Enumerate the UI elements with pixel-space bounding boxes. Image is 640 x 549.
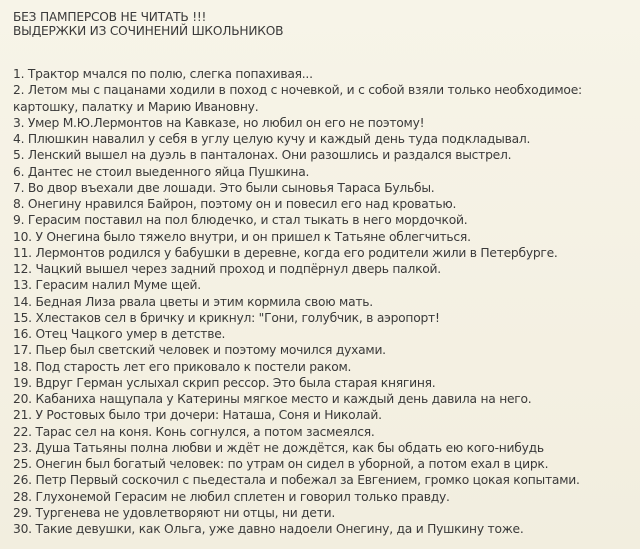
list-item: 22. Тарас сел на коня. Конь согнулся, а потом засмеялся. <box>13 424 375 439</box>
list-item: 21. У Ростовых было три дочери: Наташа, Соня и Николай. <box>13 408 382 423</box>
list-item: 13. Герасим налил Муме щей. <box>13 278 201 293</box>
list-item: 5. Ленский вышел на дуэль в панталонах. Они разошлись и раздался выстрел. <box>13 148 512 163</box>
list-item: 30. Такие девушки, как Ольга, уже давно надоели Онегину, да и Пушкину тоже. <box>13 522 524 536</box>
list-item: 18. Под старость лет его приковало к постели раком. <box>13 359 352 374</box>
list-item: 20. Кабаниха нащупала у Катерины мягкое место и каждый день давила на него. <box>13 392 532 406</box>
list-item: 16. Отец Чацкого умер в детстве. <box>13 327 226 341</box>
list-item: 17. Пьер был светский человек и поэтому мочился духами. <box>13 343 386 358</box>
list-item: 2. Летом мы с пацанами ходили в поход с ночевкой, и с собой взяли только необходимое: картошку, палатку и Марию Ивановну. <box>13 83 582 114</box>
list-item: 11. Лермонтов родился у бабушки в деревне, когда его родители жили в Петербурге. <box>13 245 558 260</box>
list-item: 3. Умер М.Ю.Лермонтов на Кавказе, но любил он его не поэтому! <box>13 115 425 130</box>
list-item: 25. Онегин был богатый человек: по утрам он сидел в уборной, а потом ехал в цирк. <box>13 457 549 471</box>
list-item: 26. Петр Первый соскочил с пьедестала и побежал за Евгением, громко цокая копытами. <box>13 473 580 488</box>
heading-title: ВЫДЕРЖКИ ИЗ СОЧИНЕНИЙ ШКОЛЬНИКОВ <box>13 24 284 38</box>
list-item: 4. Плюшкин навалил у себя в углу целую кучу и каждый день туда подкладывал. <box>13 132 531 146</box>
list-item: 7. Во двор въехали две лошади. Это были сыновья Тараса Бульбы. <box>13 180 435 195</box>
list-item: 23. Душа Татьяны полна любви и ждёт не дождётся, как бы обдать ею кого-нибудь <box>13 440 544 455</box>
list-item: 10. У Онегина было тяжело внутри, и он пришел к Татьяне облегчиться. <box>13 229 471 244</box>
list-item: 28. Глухонемой Герасим не любил сплетен и говорил только правду. <box>13 489 450 504</box>
list-item: 1. Трактор мчался по полю, слегка попахивая... <box>13 67 313 81</box>
list-item: 6. Дантес не стоил выеденного яйца Пушкина. <box>13 164 310 179</box>
list-item: 14. Бедная Лиза рвала цветы и этим кормила свою мать. <box>13 294 373 309</box>
list-item: 15. Хлестаков сел в бричку и крикнул: "Гони, голубчик, в аэропорт! <box>13 310 440 325</box>
list-item: 8. Онегину нравился Байрон, поэтому он и повесил его над кроватью. <box>13 197 457 211</box>
list-item: 12. Чацкий вышел через задний проход и подпёрнул дверь палкой. <box>13 262 441 276</box>
heading-warning: БЕЗ ПАМПЕРСОВ НЕ ЧИТАТЬ !!! <box>13 10 207 24</box>
list-item: 9. Герасим поставил на пол блюдечко, и стал тыкать в него мордочкой. <box>13 213 468 228</box>
quote-list <box>13 66 632 537</box>
list-item: 19. Вдруг Герман услыхал скрип рессор. Это была старая княгиня. <box>13 375 436 390</box>
list-item: 29. Тургенева не удовлетворяют ни отцы, ни дети. <box>13 505 336 520</box>
spacer <box>13 38 632 66</box>
